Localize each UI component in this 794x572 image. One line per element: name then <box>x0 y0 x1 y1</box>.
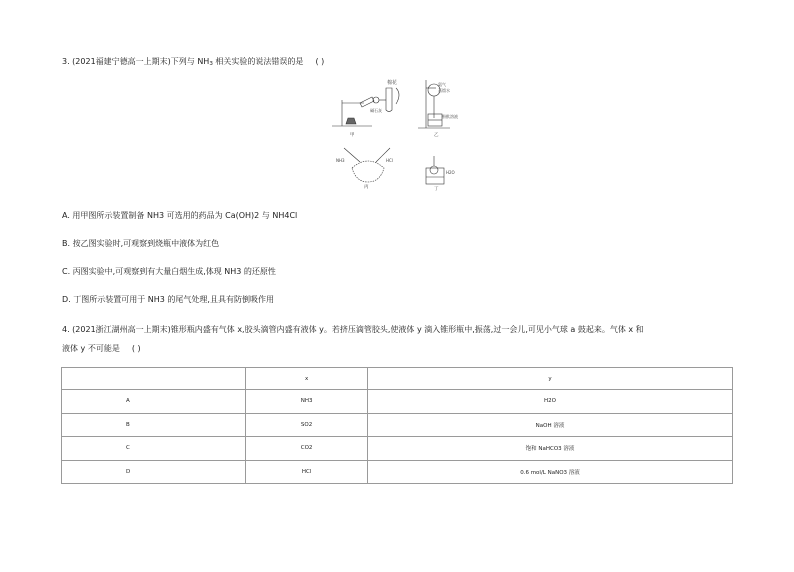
label-bing: 丙 <box>364 185 369 190</box>
label-zhengliushui: 蒸馏水 <box>438 88 450 93</box>
question-3-stem <box>62 56 324 68</box>
table-cell: 0.6 mol/L NaNO3 溶液 <box>368 460 733 484</box>
question-4-line1: 4. (2021浙江湖州高一上期末)锥形瓶内盛有气体 x,胶头滴管内盛有液体 y。若挤压滴管胶头,使液体 y 滴入锥形瓶中,振荡,过一会儿,可见小气球 a 鼓起来。气体 x 和 <box>62 325 644 334</box>
label-nh3: NH3 <box>336 158 345 163</box>
table-header-row <box>62 368 733 390</box>
question-4-line2 <box>62 343 141 355</box>
label-fentai: 酚酞溶液 <box>442 114 458 119</box>
label-hcl: HCl <box>386 158 393 163</box>
label-jia: 甲 <box>350 133 355 138</box>
question-4-answer-paren: ( ) <box>131 344 141 353</box>
question-4-line2-text: 液体 y 不可能是 <box>62 344 120 353</box>
table-header-cell: x <box>246 368 368 390</box>
table-cell: CO2 <box>246 437 368 461</box>
label-yi: 乙 <box>434 133 439 138</box>
table-cell: NaOH 溶液 <box>368 413 733 437</box>
table-cell: 饱和 NaHCO3 溶液 <box>368 437 733 461</box>
table-cell: D <box>62 460 246 484</box>
answer-table <box>61 367 733 484</box>
table-cell: A <box>62 390 246 414</box>
table-row <box>62 413 733 437</box>
table-cell: SO2 <box>246 413 368 437</box>
apparatus-figures <box>330 78 470 192</box>
table-cell: C <box>62 437 246 461</box>
table-row <box>62 437 733 461</box>
figure-jia <box>332 88 399 126</box>
table-header-cell: y <box>368 368 733 390</box>
label-mianhua: 棉花 <box>387 80 398 86</box>
label-h2o: H2O <box>446 170 455 175</box>
option-b: B. 按乙图实验时,可观察到烧瓶中液体为红色 <box>62 239 220 248</box>
table-cell: NH3 <box>246 390 368 414</box>
question-3-source: 3. (2021福建宁德高一上期末) <box>62 57 171 66</box>
label-anqi: 氨气 <box>438 82 446 87</box>
figure-bing <box>344 148 390 182</box>
table-cell: B <box>62 413 246 437</box>
option-d: D. 丁图所示装置可用于 NH3 的尾气处理,且具有防倒吸作用 <box>62 295 274 304</box>
table-row <box>62 390 733 414</box>
question-3-text: 下列与 $NH_3$ 相关实验的说法错误的是 <box>170 57 304 67</box>
label-jianshihui: 碱石灰 <box>370 108 382 113</box>
table-header-cell <box>62 368 246 390</box>
figure-ding <box>426 156 444 184</box>
option-a: A. 用甲图所示装置制备 NH3 可选用的药品为 Ca(OH)2 与 NH4Cl <box>62 211 298 220</box>
table-cell: HCl <box>246 460 368 484</box>
question-3-answer-paren: ( ) <box>315 57 325 66</box>
table-cell: H2O <box>368 390 733 414</box>
label-ding: 丁 <box>434 187 439 192</box>
table-row <box>62 460 733 484</box>
option-c: C. 丙图实验中,可观察到有大量白烟生成,体现 NH3 的还原性 <box>62 267 276 276</box>
